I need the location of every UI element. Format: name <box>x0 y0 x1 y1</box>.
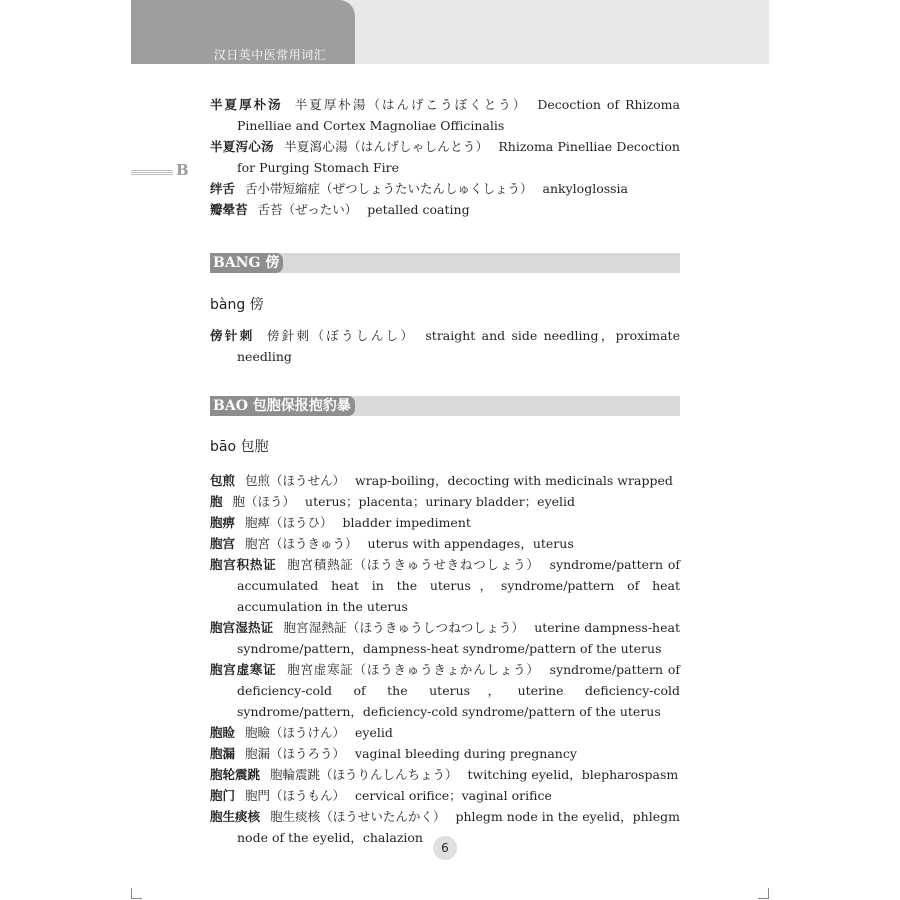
entries-top <box>210 94 680 220</box>
entry-japanese: 傍針刺（ぼうしんし） <box>264 328 416 343</box>
entry-headword: 胞 <box>210 494 223 509</box>
section-label-bang: BANG 傍 <box>210 253 283 273</box>
entry-headword: 半夏厚朴汤 <box>210 97 283 112</box>
entry-headword: 胞睑 <box>210 725 236 740</box>
entry-japanese: 半夏瀉心湯（はんげしゃしんとう） <box>283 139 489 154</box>
entry-japanese: 胞宮積熱証（ほうきゅうせきねつしょう） <box>286 557 540 572</box>
dictionary-entry <box>210 470 680 491</box>
entries-bang <box>210 325 680 367</box>
crop-mark-bottom-right <box>758 888 769 899</box>
entry-japanese: 舌小帯短縮症（ぜつしょうたいたんしゅくしょう） <box>245 181 533 196</box>
entry-english: petalled coating <box>367 202 470 217</box>
page-number: 6 <box>433 836 457 860</box>
entry-japanese: 胞門（ほうもん） <box>245 788 346 803</box>
entries-bao <box>210 470 680 848</box>
entry-headword: 傍针刺 <box>210 328 255 343</box>
side-tab-marker <box>131 170 173 176</box>
dictionary-entry <box>210 617 680 659</box>
entry-english: syndrome/pattern of deficiency-cold of the uterus，uterine deficiency-cold syndrome/pattern，deficiency-cold syndrome/pattern of the uterus <box>237 662 680 719</box>
entry-english: straight and side needling，proximate needling <box>237 328 680 364</box>
entry-headword: 胞宫湿热证 <box>210 620 274 635</box>
side-tab-letter: B <box>176 161 189 179</box>
entry-headword: 胞生痰核 <box>210 809 261 824</box>
entry-japanese: 胞宮虚寒証（ほうきゅうきょかんしょう） <box>286 662 540 677</box>
entry-english: twitching eyelid，blepharospasm <box>467 767 679 782</box>
entry-english: Decoction of Rhizoma Pinelliae and Cortex Magnoliae Officinalis <box>237 97 680 133</box>
entry-headword: 绊舌 <box>210 181 236 196</box>
entry-english: uterus with appendages，uterus <box>367 536 574 551</box>
entry-english: wrap-boiling，decocting with medicinals wrapped <box>355 473 673 488</box>
entry-headword: 瓣晕苔 <box>210 202 248 217</box>
entry-english: bladder impediment <box>342 515 471 530</box>
dictionary-entry <box>210 722 680 743</box>
entry-english: uterus；placenta；urinary bladder；eyelid <box>305 494 576 509</box>
running-header-title: 汉日英中医常用词汇 <box>213 48 327 62</box>
entry-english: Rhizoma Pinelliae Decoction for Purging Stomach Fire <box>237 139 680 175</box>
dictionary-entry <box>210 136 680 178</box>
entry-english: vaginal bleeding during pregnancy <box>355 746 577 761</box>
entry-english: syndrome/pattern of accumulated heat in the uterus，syndrome/pattern of heat accumulation in the uterus <box>237 557 680 614</box>
entry-english: eyelid <box>355 725 393 740</box>
dictionary-entry <box>210 785 680 806</box>
crop-mark-bottom-left <box>131 888 142 899</box>
dictionary-entry <box>210 178 680 199</box>
dictionary-entry <box>210 491 680 512</box>
dictionary-entry <box>210 199 680 220</box>
section-bar-bang <box>210 253 680 273</box>
entry-japanese: 胞生痰核（ほうせいたんかく） <box>270 809 446 824</box>
dictionary-entry <box>210 94 680 136</box>
entry-japanese: 包煎（ほうせん） <box>245 473 346 488</box>
dictionary-entry <box>210 764 680 785</box>
entry-english: uterine dampness-heat syndrome/pattern，dampness-heat syndrome/pattern of the uterus <box>237 620 680 656</box>
dictionary-content <box>210 94 680 848</box>
entry-japanese: 胞（ほう） <box>232 494 296 509</box>
dictionary-entry <box>210 743 680 764</box>
entry-headword: 半夏泻心汤 <box>210 139 274 154</box>
entry-english: ankyloglossia <box>542 181 628 196</box>
section-bar-bao <box>210 396 680 416</box>
entry-english: phlegm node in the eyelid，phlegm node of the eyelid，chalazion <box>237 809 680 845</box>
entry-headword: 胞宫虚寒证 <box>210 662 277 677</box>
entry-headword: 包煎 <box>210 473 236 488</box>
dictionary-entry <box>210 533 680 554</box>
entry-japanese: 半夏厚朴湯（はんげこうぼくとう） <box>292 97 528 112</box>
dictionary-entry <box>210 512 680 533</box>
entry-japanese: 胞瞼（ほうけん） <box>245 725 346 740</box>
entry-japanese: 胞宮湿熱証（ほうきゅうしつねつしょう） <box>283 620 525 635</box>
dictionary-entry <box>210 554 680 617</box>
entry-english: cervical orifice；vaginal orifice <box>355 788 552 803</box>
entry-japanese: 舌苔（ぜったい） <box>257 202 358 217</box>
entry-headword: 胞宫 <box>210 536 236 551</box>
entry-japanese: 胞輪震跳（ほうりんしんちょう） <box>270 767 458 782</box>
entry-headword: 胞痹 <box>210 515 236 530</box>
entry-japanese: 胞宮（ほうきゅう） <box>245 536 358 551</box>
entry-japanese: 胞痺（ほうひ） <box>245 515 333 530</box>
syllable-heading-bang: bàng 傍 <box>210 297 264 313</box>
entry-headword: 胞轮震跳 <box>210 767 261 782</box>
dictionary-entry <box>210 325 680 367</box>
syllable-heading-bao: bāo 包胞 <box>210 439 269 455</box>
dictionary-entry <box>210 659 680 722</box>
entry-headword: 胞门 <box>210 788 236 803</box>
entry-japanese: 胞漏（ほうろう） <box>245 746 346 761</box>
entry-headword: 胞漏 <box>210 746 236 761</box>
section-label-bao: BAO 包胞保报抱豹暴 <box>210 396 355 416</box>
entry-headword: 胞宫积热证 <box>210 557 277 572</box>
